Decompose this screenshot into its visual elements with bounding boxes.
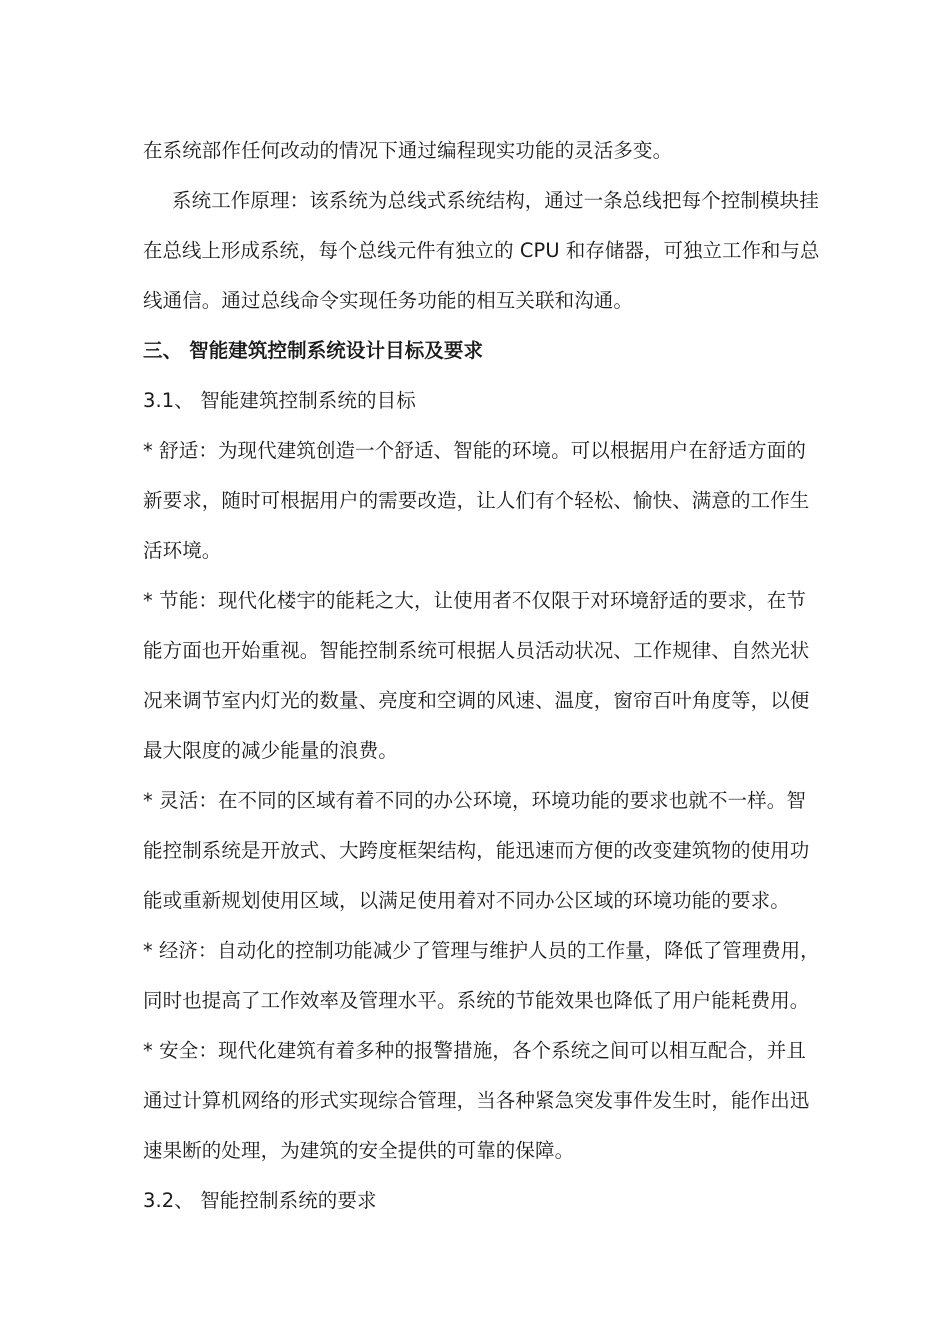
paragraph-line: * 安全：现代化建筑有着多种的报警措施，各个系统之间可以相互配合，并且	[143, 1039, 806, 1062]
subsection-heading: 3.1、 智能建筑控制系统的目标	[143, 389, 416, 412]
paragraph-line: 速果断的处理，为建筑的安全提供的可靠的保障。	[143, 1139, 575, 1162]
paragraph-line: 在总线上形成系统，每个总线元件有独立的 CPU 和存储器，可独立工作和与总	[143, 239, 820, 262]
paragraph-line: * 灵活：在不同的区域有着不同的办公环境，环境功能的要求也就不一样。智	[143, 789, 806, 812]
paragraph-line: 能控制系统是开放式、大跨度框架结构，能迅速而方便的改变建筑物的使用功	[143, 839, 810, 862]
paragraph-line: 同时也提高了工作效率及管理水平。系统的节能效果也降低了用户能耗费用。	[143, 989, 810, 1012]
subsection-heading: 3.2、 智能控制系统的要求	[143, 1189, 377, 1212]
paragraph-line: 在系统部作任何改动的情况下通过编程现实功能的灵活多变。	[143, 139, 673, 162]
paragraph-line: 线通信。通过总线命令实现任务功能的相互关联和沟通。	[143, 289, 634, 312]
paragraph-line: 新要求，随时可根据用户的需要改造，让人们有个轻松、愉快、满意的工作生	[143, 489, 810, 512]
paragraph-line: 能或重新规划使用区域，以满足使用着对不同办公区域的环境功能的要求。	[143, 889, 790, 912]
section-heading: 三、 智能建筑控制系统设计目标及要求	[143, 339, 484, 362]
paragraph-line: 活环境。	[143, 539, 222, 562]
paragraph-line: 最大限度的减少能量的浪费。	[143, 739, 398, 762]
paragraph-line: 系统工作原理：该系统为总线式系统结构，通过一条总线把每个控制模块挂	[172, 189, 819, 212]
paragraph-line: * 节能：现代化楼宇的能耗之大，让使用者不仅限于对环境舒适的要求，在节	[143, 589, 806, 612]
paragraph-line: * 舒适：为现代建筑创造一个舒适、智能的环境。可以根据用户在舒适方面的	[143, 439, 806, 462]
paragraph-line: 况来调节室内灯光的数量、亮度和空调的风速、温度，窗帘百叶角度等，以便	[143, 689, 810, 712]
paragraph-line: 通过计算机网络的形式实现综合管理，当各种紧急突发事件发生时，能作出迅	[143, 1089, 810, 1112]
paragraph-line: 能方面也开始重视。智能控制系统可根据人员活动状况、工作规律、自然光状	[143, 639, 810, 662]
paragraph-line: * 经济：自动化的控制功能减少了管理与维护人员的工作量，降低了管理费用，	[143, 939, 820, 962]
